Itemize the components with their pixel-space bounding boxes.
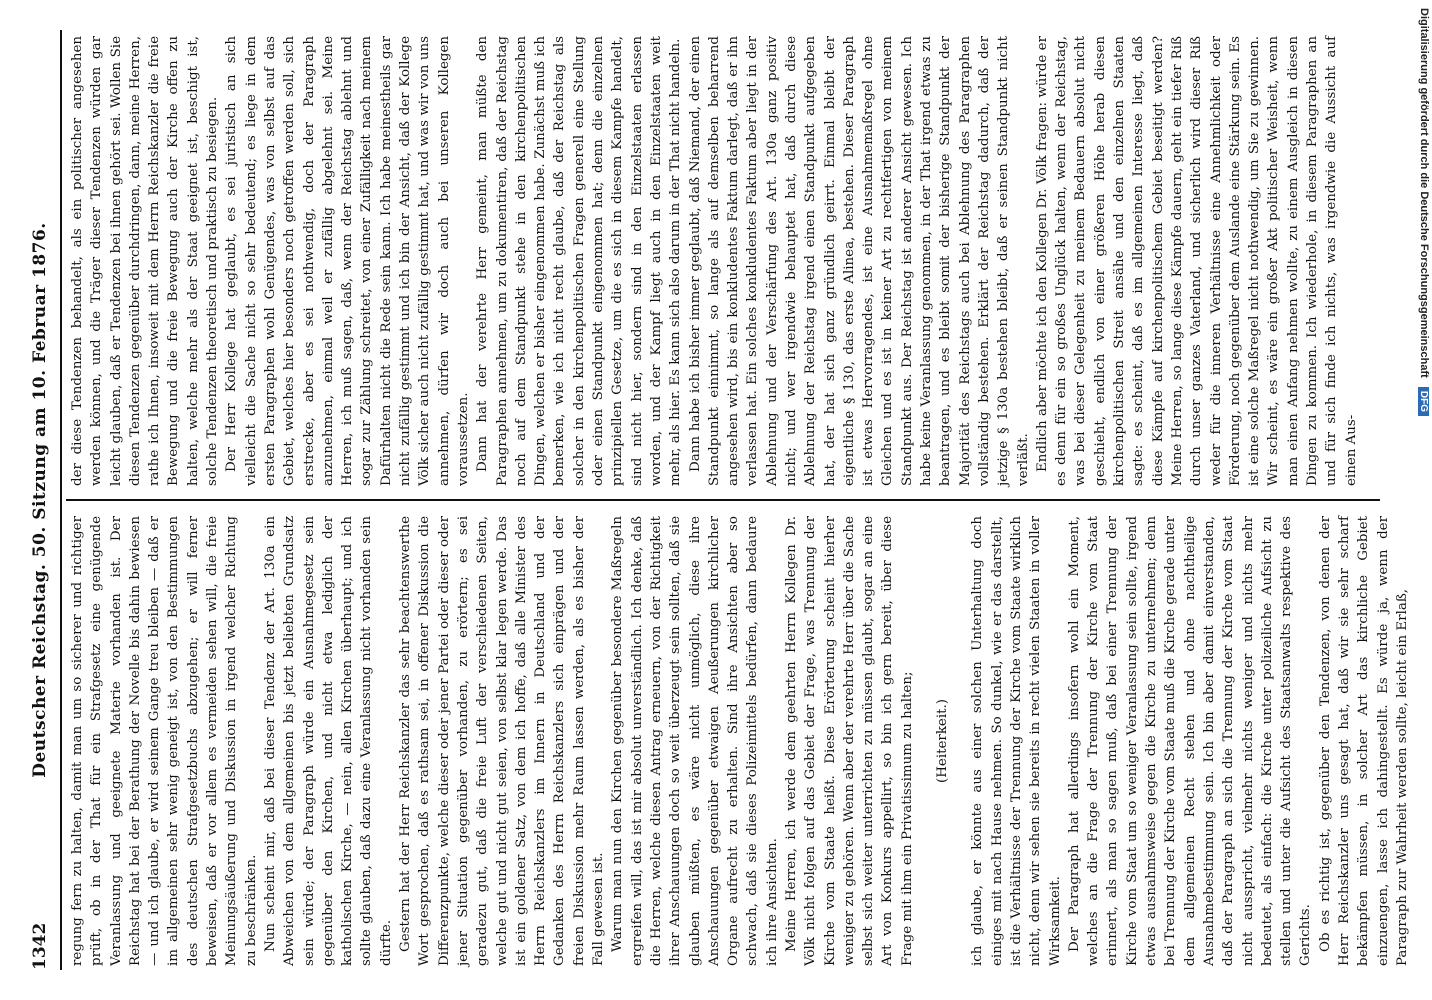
column-divider bbox=[66, 499, 1380, 501]
paragraph: Gestern hat der Herr Reichskanzler das sehr beachtenswerthe Wort gesprochen, daß es rathsam sei, in offener Diskussion die Differenzpunkte, welche dieser oder jener Partei oder dieser oder jener Situation gegenüber vorhanden, zu erörtern; es sei geradezu gut, daß die freie Luft der verschiedenen Seiten, welche gut und nicht gut seien, von selbst klar legen werde. Das ist ein goldener Satz, von dem ich hoffe, daß alle Minister des Herrn Reichskanzlers im Innern in Deutschland und der Gedanken des Herrn Reichskanzlers sich einprägen und der freien Diskussion mehr Raum lassen werden, als es bisher der Fall gewesen ist. bbox=[398, 516, 607, 966]
digitization-credit-text: Digitalisierung gefördert durch die Deutsche Forschungsgemeinschaft bbox=[1418, 8, 1430, 378]
paragraph: der diese Tendenzen behandelt, als ein politischer angesehen werden können, und die Träger dieser Tendenzen würden gar leicht glauben, daß er Tendenzen bei ihnen gehört sei. Wollen Sie diesen Tendenzen gegenüber durchdringen, dann, meine Herren, rathe ich Ihnen, insoweit mit dem Herrn Reichskanzler die freie Bewegung und die freie Bewegung auch der Kirche offen zu halten, welche mehr als der Staat geeignet ist, beschigt ist, solche Tendenzen theoretisch und praktisch zu besiegen. bbox=[70, 36, 221, 486]
document-page bbox=[20, 20, 1410, 980]
paragraph: Meine Herren, ich werde dem geehrten Herrn Kollegen Dr. Völk nicht folgen auf das Gebiet der Frage, was Trennung der Kirche vom Staate heißt. Diese Erörterung scheint hierher weniger zu gehören. Wenn aber der verehrte Herr über die Sache selbst sich weiter unterrichten zu müssen glaubt, sogar an eine Art von Konkurs appellirt, so bin ich gern bereit, über diese Frage mit ihm ein Privatissimum zu halten; bbox=[783, 516, 915, 966]
paragraph: Warum man nun den Kirchen gegenüber besondere Maßregeln ergreifen will, das ist mir absolut unverständlich. Ich denke, daß die Herren, welche diesen Antrag erneuern, von der Richtigkeit ihrer Anschauungen doch so weit überzeugt sein sollten, daß sie glauben müßten, es wäre nicht unmöglich, diese ihre Anschauungen gegenüber etwaigen Aeußerungen kirchlicher Organe aufrecht zu erhalten. Sind ihre Ansichten aber so schwach, daß sie dieses Polizeimittels bedürfen, dann bedaure ich ihre Ansichten. bbox=[610, 516, 780, 966]
paragraph: Dann hat der verehrte Herr gemeint, man müßte den Paragraphen annehmen, um zu dokumentiren, daß der Reichstag noch auf dem Standpunkt stehe in den kirchenpolitischen Dingen, welchen er bisher eingenommen habe. Zunächst muß ich bemerken, wie ich nicht recht glaube, daß der Reichstag als solcher in den kirchenpolitischen Fragen generell eine Stellung oder einen Standpunkt eingenommen hat; denn die einzelnen prinzipiellen Gesetze, um die es sich in diesem Kampfe handelt, sind nicht hier, sondern sind in den Einzelstaaten erlassen worden, und der Kampf liegt auch in den Einzelstaaten weit mehr, als hier. Es kann sich also darum in der That nicht handeln. bbox=[475, 36, 684, 486]
digitization-credit bbox=[1412, 8, 1430, 992]
text-column-right bbox=[68, 36, 1368, 486]
paragraph: Ob es richtig ist, gegenüber den Tendenzen, von denen der Herr Reichskanzler uns gesagt hat, daß wir sie sehr scharf bekämpfen müssen, in solcher Art das kirchliche Gebiet einzuengen, lasse ich dahingestellt. Es würde ja, wenn der Paragraph zur Wahrheit werden sollte, leicht ein Erlaß, bbox=[1317, 516, 1410, 966]
text-column-left bbox=[68, 516, 1410, 966]
paragraph: ich glaube, er könnte aus einer solchen Unterhaltung doch einiges mit nach Hause nehmen. So dunkel, wie er das darstellt, ist die Verhältnisse der Trennung der Kirche vom Staate wirklich nicht, denn wir sehen sie bereits in recht vielen Staaten in voller Wirksamkeit. bbox=[970, 516, 1063, 966]
paragraph: Dann habe ich bisher immer geglaubt, daß Niemand, der einen Standpunkt einnimmt, so lange als auf demselben beharrend angesehen wird, bis ein konkludentes Faktum darlegt, daß er ihn verlassen hat. Ein solches konkludentes Faktum aber liegt in der Ablehnung und der Verschärfung des Art. 130a ganz positiv nicht; und wer irgendwie behauptet hat, daß durch diese Ablehnung der Reichstag irgend einen Standpunkt aufgegeben hat, der hat sich ganz gründlich geirrt. Einmal bleibt der eigentliche § 130, das erste Alinea, bestehen. Dieser Paragraph ist etwas Hervorragendes, ist eine Ausnahmemaßregel ohne Gleichen und es ist in keiner Art zu rechtfertigen von meinem Standpunkt aus. Der Reichstag ist anderer Ansicht gewesen. Ich habe keine Veranlassung genommen, in der That irgend etwas zu beantragen, und es bleibt somit der bisherige Standpunkt der Majorität des Reichstags auch bei Ablehnung des Paragraphen vollständig bestehen. Erklärt der Reichstag dadurch, daß der jetzige § 130a bestehen bleibt, daß er seinen Standpunkt nicht verläßt. bbox=[687, 36, 1031, 486]
dfg-logo: DFG bbox=[1418, 387, 1429, 416]
paragraph: Der Paragraph hat allerdings insofern wohl ein Moment, welches an die Frage der Trennung der Kirche vom Staat erinnert, als man so sagen muß, daß bei einer Trennung der Kirche vom Staat um so weniger Veranlassung sein sollte, irgend etwas ausnahmsweise gegen die Kirche zu unternehmen; denn bei Trennung der Kirche vom Staate muß die Kirche gerade unter dem allgemeinen Recht stehen und ohne nachtheilige Ausnahmebestimmung sein. Ich bin aber damit einverstanden, daß der Paragraph an sich die Trennung der Kirche vom Staat nicht ausspricht, vielmehr nichts weniger und nichts mehr bedeutet, als einfach: die Kirche unter polizeiliche Aufsicht zu stellen und unter die Aufsicht des Staatsanwalts respektive des Gerichts. bbox=[1066, 516, 1314, 966]
page-title: Deutscher Reichstag. 50. Sitzung am 10. Februar 1876. bbox=[30, 222, 50, 778]
paragraph: Der Herr Kollege hat geglaubt, es sei juristisch an sich vielleicht die Sache nicht so sehr bedeutend; es liege in dem ersten Paragraphen wohl Genügendes, was von selbst auf das Gebiet, welches hier besonders noch getroffen werden soll, sich erstrecke, aber es sei nothwendig, doch der Paragraph anzunehmen, einmal weil er zufällig abgelehnt sei. Meine Herren, ich muß sagen, daß, wenn der Reichstag ablehnt und sogar zur Zählung schreitet, von einer Zufälligkeit nach meinem Dafürhalten nicht die Rede sein kann. Ich habe meinestheils gar nicht zufällig gestimmt und ich bin der Ansicht, daß der Kollege Völk sicher auch nicht zufällig gestimmt hat, und was wir von uns annehmen, dürfen wir doch auch bei unseren Kollegen voraussetzen. bbox=[224, 36, 471, 486]
header-rule bbox=[60, 30, 62, 970]
interjection: (Heiterkeit.) bbox=[935, 699, 951, 783]
page-number: 1342 bbox=[30, 922, 50, 970]
paragraph: regung fern zu halten, damit man um so sicherer und richtiger prüft, ob in der That für ein Strafgesetz eine genügende Veranlassung und geeignete Materie vorhanden ist. Der Reichstag hat bei der Berathung der Novelle bis dahin bewiesen — und ich glaube, er wird seinem Gange treu bleiben — daß er im allgemeinen sehr wenig geneigt ist, von den Bestimmungen des deutschen Strafgesetzbuchs abzugehen; er will ferner beweisen, daß er vor allem es vermeiden sehen will, die freie Meinungsäußerung und Diskussion in irgend welcher Richtung zu beschränken. bbox=[70, 516, 259, 966]
page-header bbox=[26, 30, 58, 970]
paragraph: Nun scheint mir, daß bei dieser Tendenz der Art. 130a ein Abweichen von dem allgemeinen bis jetzt beliebten Grundsatz sein würde; der Paragraph würde ein Ausnahmegesetz sein gegenüber den Kirchen, und nicht etwa lediglich der katholischen Kirche, — nein, allen Kirchen überhaupt; und ich sollte glauben, daß dazu eine Veranlassung nicht vorhanden sein dürfte. bbox=[262, 516, 394, 966]
paragraph: Endlich aber möchte ich den Kollegen Dr. Völk fragen: würde er es denn für ein so großes Unglück halten, wenn der Reichstag, was bei dieser Gelegenheit zu meinem Bedauern absolut nicht geschieht, endlich von einer größeren Höhe herab diesen kirchenpolitischen Streit ansähe und den einzelnen Staaten sagte: es scheint, daß es im allgemeinen Interesse liegt, daß diese Kämpfe auf kirchenpolitischem Gebiet beseitigt werden? Meine Herren, so lange diese Kämpfe dauern, geht ein tiefer Riß durch unser ganzes Vaterland, und sicherlich wird dieser Riß weder für die inneren Verhältnisse eine Annehmlichkeit oder Förderung, noch gegenüber dem Auslande eine Stärkung sein. Es ist eine solche Maßregel nicht nothwendig, um Sie zu gewinnen. Wir scheint, es wäre ein großer Akt politischer Weisheit, wenn man einen Anfang nehmen wollte, zu einem Ausgleich in diesen Dingen zu kommen. Ich wiederhole, in diesem Paragraphen an und für sich finde ich nichts, was irgendwie die Aussicht auf einen Aus- bbox=[1034, 36, 1359, 486]
